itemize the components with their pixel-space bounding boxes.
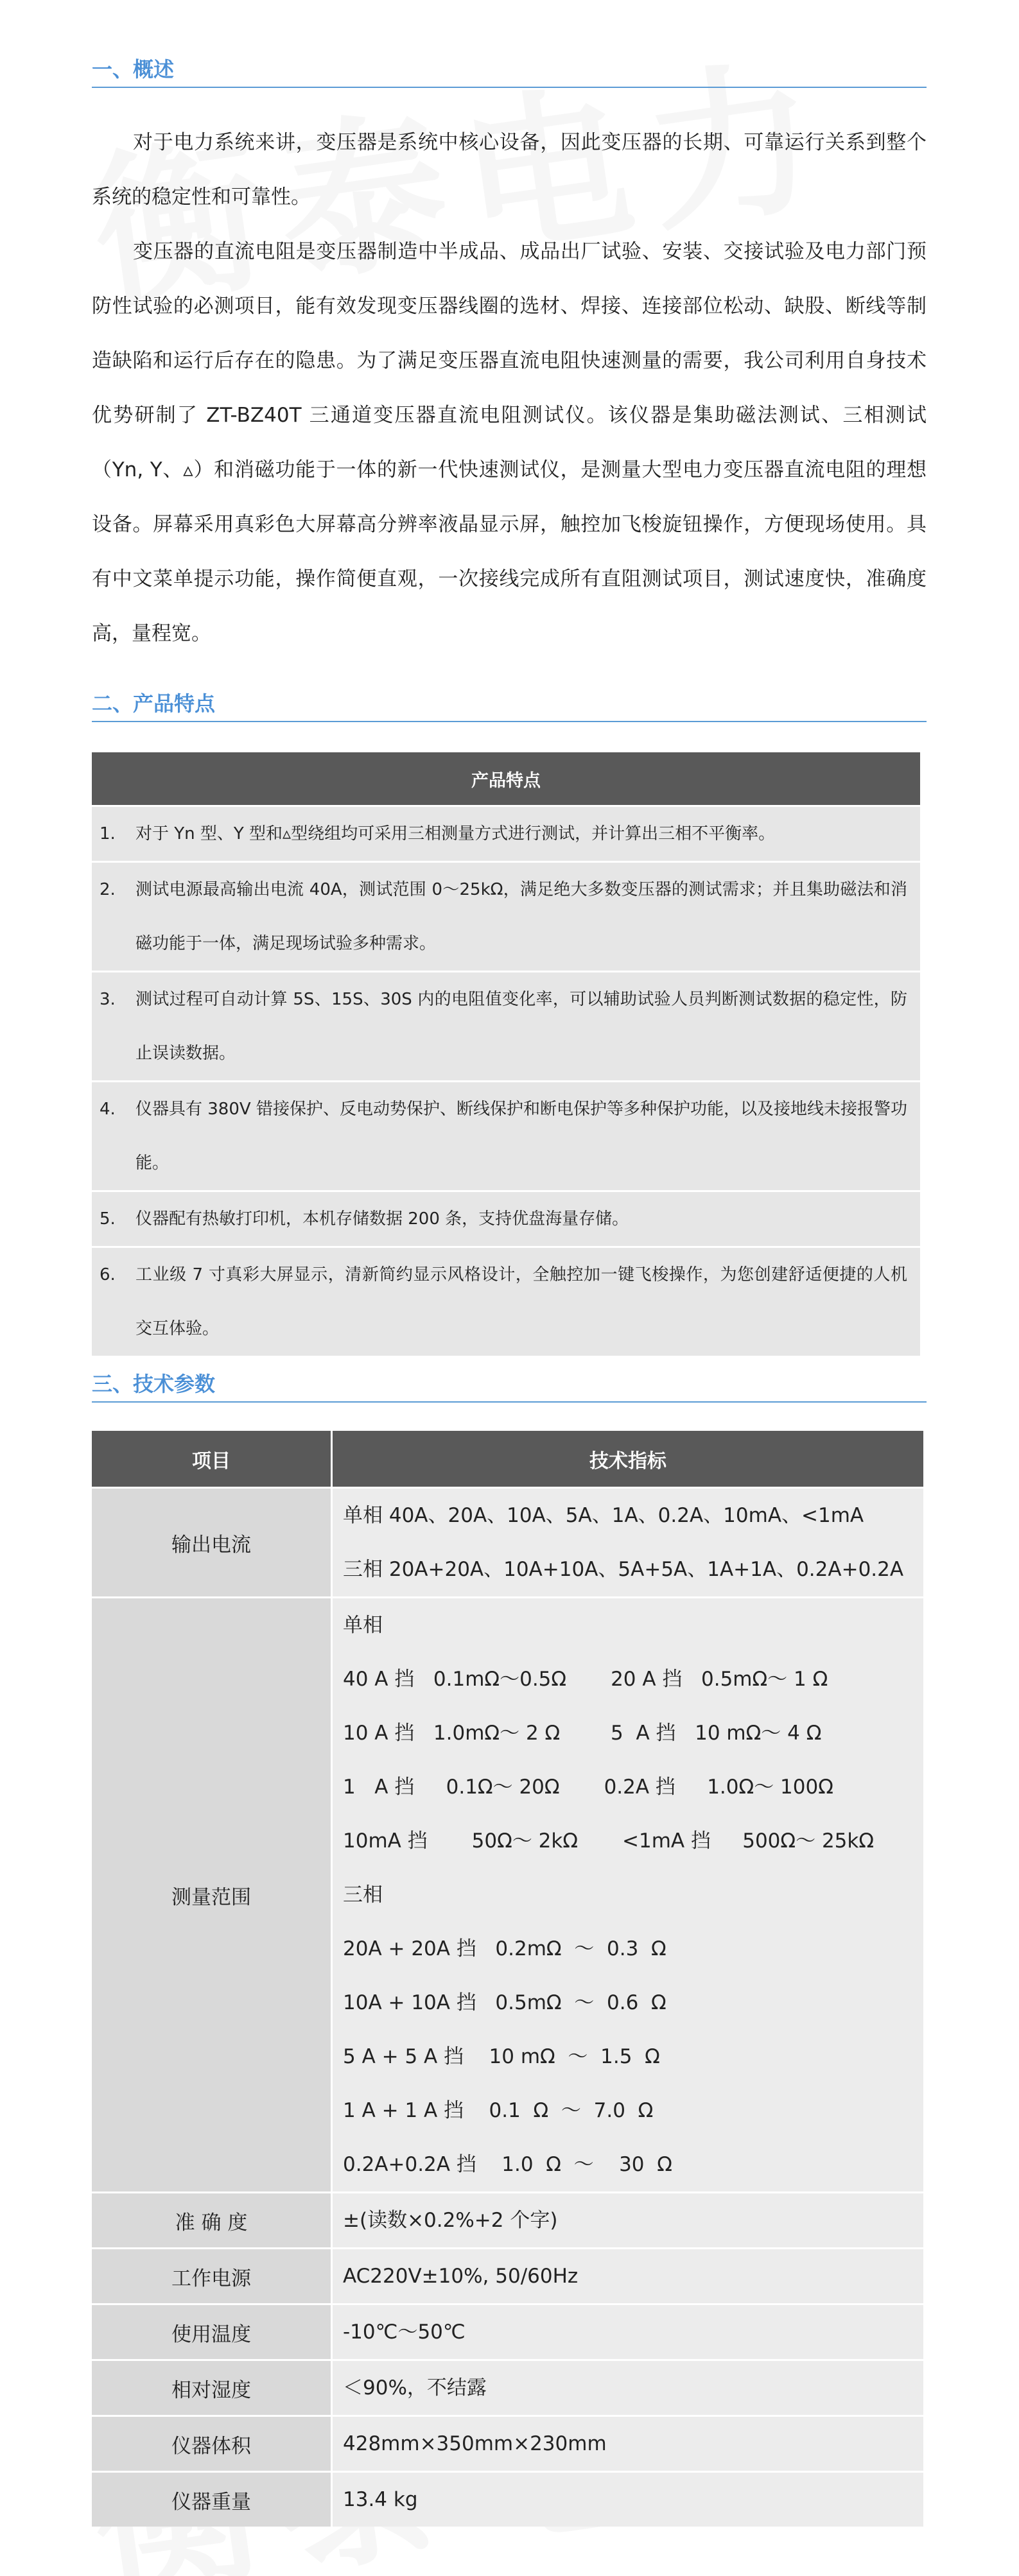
spec-value [333, 1489, 923, 1596]
overview-heading-text: 一、概述 [92, 57, 175, 82]
specs-table [92, 1431, 923, 2527]
spec-value-line: 428mm×350mm×230mm [343, 2432, 607, 2455]
spec-value-line: 20A + 20A 挡 0.2mΩ ～ 0.3 Ω [343, 1937, 666, 1960]
spec-value [333, 2417, 923, 2471]
feature-number: 2. [100, 880, 116, 899]
features-heading [92, 684, 927, 722]
features-heading-text: 二、产品特点 [92, 691, 216, 716]
overview-paragraph-2: 变压器的直流电阻是变压器制造中半成品、成品出厂试验、安装、交接试验及电力部门预防性试验的必测项目，能有效发现变压器线圈的选材、焊接、连接部位松动、缺股、断线等制造缺陷和运行后存在的隐患。为了满足变压器直流电阻快速测量的需要，我公司利用自身技术优势研制了 ZT-BZ40T 三通道变压器直流电阻测试仪。该仪器是集助磁法测试、三相测试（Yn, Y、▵）和消磁功能于一体的新一代快速测试仪，是测量大型电力变压器直流电阻的理想设备。屏幕采用真彩色大屏幕高分辨率液晶显示屏，触控加飞梭旋钮操作，方便现场使用。具有中文菜单提示功能，操作简便直观，一次接线完成所有直阻测试项目，测试速度快，准确度高，量程宽。 [92, 240, 927, 645]
spec-value-line: 5 A + 5 A 挡 10 mΩ ～ 1.5 Ω [343, 2045, 660, 2068]
feature-row [92, 1080, 920, 1190]
spec-value [333, 1598, 923, 2191]
spec-value-line: 10mA 挡 50Ω～ 2kΩ <1mA 挡 500Ω～ 25kΩ [343, 1829, 875, 1853]
spec-value-line: 10A + 10A 挡 0.5mΩ ～ 0.6 Ω [343, 1991, 666, 2014]
spec-label: 测量范围 [92, 1598, 333, 2191]
spec-value-line: AC220V±10%, 50/60Hz [343, 2265, 579, 2288]
col-header-item: 项目 [92, 1431, 333, 1487]
specs-table-header [92, 1431, 923, 1487]
features-table [92, 752, 920, 1356]
spec-value-line: 1 A 挡 0.1Ω～ 20Ω 0.2A 挡 1.0Ω～ 100Ω [343, 1776, 833, 1799]
specs-heading-text: 三、技术参数 [92, 1372, 216, 1396]
features-table-header: 产品特点 [92, 752, 920, 805]
feature-number: 6. [100, 1265, 116, 1284]
spec-row [92, 2471, 923, 2527]
spec-label: 工作电源 [92, 2249, 333, 2303]
spec-row [92, 1487, 923, 1596]
spec-value [333, 2193, 923, 2247]
spec-value-line: 三相 20A+20A、10A+10A、5A+5A、1A+1A、0.2A+0.2A [343, 1558, 904, 1581]
feature-text: 测试电源最高输出电流 40A，测试范围 0～25kΩ，满足绝大多数变压器的测试需求；并且集助磁法和消磁功能于一体，满足现场试验多种需求。 [135, 880, 907, 953]
feature-row [92, 1190, 920, 1246]
feature-row [92, 861, 920, 971]
spec-value-line: 0.2A+0.2A 挡 1.0 Ω ～ 30 Ω [343, 2153, 672, 2176]
spec-value-line: 10 A 挡 1.0mΩ～ 2 Ω 5 A 挡 10 mΩ～ 4 Ω [343, 1722, 822, 1745]
feature-number: 1. [100, 824, 116, 843]
spec-row [92, 2359, 923, 2415]
spec-label: 相对湿度 [92, 2361, 333, 2415]
spec-value-line: 40 A 挡 0.1mΩ～0.5Ω 20 A 挡 0.5mΩ～ 1 Ω [343, 1668, 828, 1691]
specs-heading [92, 1364, 927, 1403]
spec-row [92, 2415, 923, 2471]
spec-row [92, 1596, 923, 2191]
spec-value-line: 单相 [343, 1614, 383, 1637]
feature-number: 5. [100, 1209, 116, 1229]
spec-value [333, 2249, 923, 2303]
spec-value-line: 单相 40A、20A、10A、5A、1A、0.2A、10mA、<1mA [343, 1504, 864, 1527]
overview-heading [92, 49, 927, 88]
feature-row [92, 805, 920, 861]
spec-label: 仪器重量 [92, 2473, 333, 2527]
spec-value-line: 1 A + 1 A 挡 0.1 Ω ～ 7.0 Ω [343, 2099, 654, 2122]
spec-label: 仪器体积 [92, 2417, 333, 2471]
spec-value [333, 2305, 923, 2359]
feature-text: 仪器具有 380V 错接保护、反电动势保护、断线保护和断电保护等多种保护功能，以及接地线未接报警功能。 [135, 1100, 907, 1173]
spec-value-line: 13.4 kg [343, 2488, 418, 2511]
feature-text: 工业级 7 寸真彩大屏显示，清新简约显示风格设计，全触控加一键飞梭操作，为您创建舒适便捷的人机交互体验。 [135, 1265, 907, 1338]
feature-number: 3. [100, 990, 116, 1009]
spec-value [333, 2473, 923, 2527]
spec-row [92, 2191, 923, 2247]
feature-text: 对于 Yn 型、Y 型和▵型绕组均可采用三相测量方式进行测试，并计算出三相不平衡率。 [135, 824, 776, 843]
spec-label: 准 确 度 [92, 2193, 333, 2247]
spec-value-line: ＜90%，不结露 [343, 2376, 487, 2399]
overview-paragraph-1: 对于电力系统来讲，变压器是系统中核心设备，因此变压器的长期、可靠运行关系到整个系统的稳定性和可靠性。 [92, 131, 927, 209]
feature-row [92, 971, 920, 1080]
spec-row [92, 2247, 923, 2303]
feature-text: 仪器配有热敏打印机，本机存储数据 200 条，支持优盘海量存储。 [135, 1209, 629, 1229]
spec-value-line: 三相 [343, 1883, 383, 1906]
spec-value-line: -10℃～50℃ [343, 2321, 466, 2344]
feature-number: 4. [100, 1100, 116, 1119]
spec-value [333, 2361, 923, 2415]
feature-text: 测试过程可自动计算 5S、15S、30S 内的电阻值变化率，可以辅助试验人员判断测试数据的稳定性，防止误读数据。 [135, 990, 907, 1063]
spec-label: 输出电流 [92, 1489, 333, 1596]
spec-row [92, 2303, 923, 2359]
spec-label: 使用温度 [92, 2305, 333, 2359]
spec-value-line: ±(读数×0.2%+2 个字) [343, 2209, 558, 2232]
col-header-spec: 技术指标 [589, 1449, 666, 1473]
feature-row [92, 1246, 920, 1356]
